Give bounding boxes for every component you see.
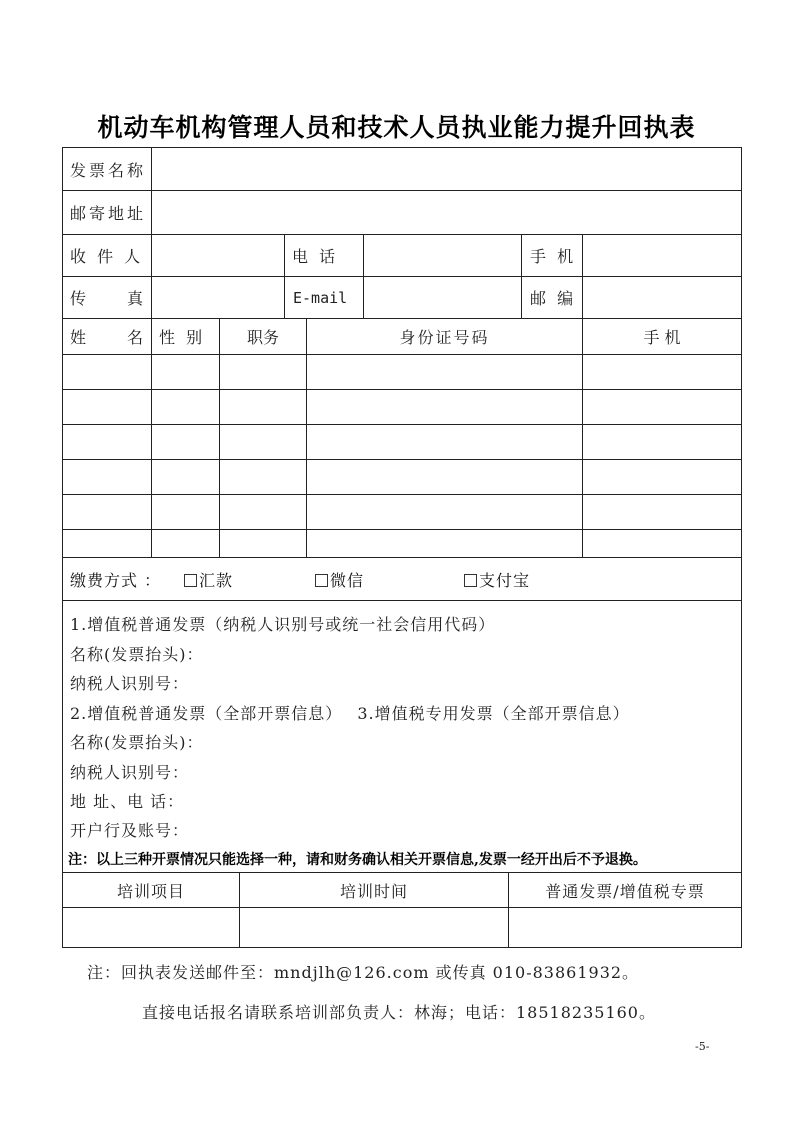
taxpayer-id-field-2[interactable]: 纳税人识别号：	[70, 763, 190, 782]
attendee-mobile-field[interactable]	[582, 494, 742, 530]
recipient-field[interactable]	[151, 234, 285, 277]
attendee-name-field[interactable]	[62, 459, 152, 495]
mobile-label: 手 机	[521, 234, 583, 277]
attendee-gender-field[interactable]	[151, 354, 220, 390]
invoice-title-field-2[interactable]: 名称(发票抬头)：	[70, 733, 204, 752]
training-header-invoice-type: 普通发票/增值税专票	[508, 872, 742, 908]
phone-field[interactable]	[363, 234, 522, 277]
attendee-id-field[interactable]	[306, 529, 583, 558]
payment-option-label: 支付宝	[479, 571, 531, 590]
attendee-header-position: 职务	[219, 318, 307, 355]
bank-account-field[interactable]: 开户行及账号：	[70, 821, 190, 840]
attendee-gender-field[interactable]	[151, 494, 220, 530]
fax-field[interactable]	[151, 276, 285, 319]
attendee-name-field[interactable]	[62, 494, 152, 530]
checkbox-icon[interactable]	[184, 574, 197, 587]
attendee-header-mobile: 手 机	[582, 318, 742, 355]
address-phone-field[interactable]: 地 址、电 话：	[70, 792, 185, 811]
training-time-field[interactable]	[239, 907, 509, 948]
postcode-field[interactable]	[582, 276, 742, 319]
training-invoice-type-field[interactable]	[508, 907, 742, 948]
payment-option-label: 汇款	[199, 571, 234, 590]
invoice-option-2-3: 2.增值税普通发票（全部开票信息） 3.增值税专用发票（全部开票信息）	[70, 704, 630, 723]
attendee-mobile-field[interactable]	[582, 424, 742, 460]
attendee-id-field[interactable]	[306, 389, 583, 425]
page-title: 机动车机构管理人员和技术人员执业能力提升回执表	[97, 113, 696, 142]
attendee-mobile-field[interactable]	[582, 529, 742, 558]
attendee-header-gender: 性 别	[151, 318, 220, 355]
postcode-label: 邮 编	[521, 276, 583, 319]
attendee-position-field[interactable]	[219, 459, 307, 495]
invoice-name-label: 发票名称	[62, 147, 152, 191]
invoice-title-field-1[interactable]: 名称(发票抬头)：	[70, 645, 204, 664]
attendee-position-field[interactable]	[219, 354, 307, 390]
attendee-name-field[interactable]	[62, 354, 152, 390]
phone-label: 电 话	[284, 234, 364, 277]
attendee-mobile-field[interactable]	[582, 389, 742, 425]
attendee-id-field[interactable]	[306, 424, 583, 460]
attendee-mobile-field[interactable]	[582, 459, 742, 495]
attendee-id-field[interactable]	[306, 354, 583, 390]
attendee-name-field[interactable]	[62, 529, 152, 558]
recipient-label: 收 件 人	[62, 234, 152, 277]
page-number: -5-	[695, 1040, 710, 1053]
training-header-time: 培训时间	[239, 872, 509, 908]
fax-label: 传 真	[62, 276, 152, 319]
footer-submit-note: 注：回执表发送邮件至：mndjlh@126.com 或传真 010-83861932。	[87, 963, 640, 982]
payment-option-alipay[interactable]	[464, 568, 530, 591]
attendee-name-field[interactable]	[62, 424, 152, 460]
mailing-address-field[interactable]	[151, 190, 742, 235]
attendee-id-field[interactable]	[306, 494, 583, 530]
taxpayer-id-field-1[interactable]: 纳税人识别号：	[70, 674, 190, 693]
attendee-header-id-number: 身份证号码	[306, 318, 583, 355]
attendee-position-field[interactable]	[219, 389, 307, 425]
attendee-gender-field[interactable]	[151, 459, 220, 495]
payment-option-label: 微信	[330, 571, 365, 590]
invoice-name-field[interactable]	[151, 147, 742, 191]
email-field[interactable]	[363, 276, 522, 319]
attendee-position-field[interactable]	[219, 494, 307, 530]
attendee-header-name: 姓 名	[62, 318, 152, 355]
invoice-option-1: 1.增值税普通发票（纳税人识别号或统一社会信用代码）	[70, 615, 496, 634]
attendee-gender-field[interactable]	[151, 424, 220, 460]
attendee-position-field[interactable]	[219, 424, 307, 460]
attendee-id-field[interactable]	[306, 459, 583, 495]
mobile-field[interactable]	[582, 234, 742, 277]
checkbox-icon[interactable]	[315, 574, 328, 587]
mailing-address-label: 邮寄地址	[62, 190, 152, 235]
checkbox-icon[interactable]	[464, 574, 477, 587]
email-label: E-mail	[284, 276, 364, 319]
payment-option-remittance[interactable]	[184, 568, 233, 591]
footer-contact-note: 直接电话报名请联系培训部负责人：林海；电话：18518235160。	[142, 1003, 656, 1022]
training-header-project: 培训项目	[62, 872, 240, 908]
training-project-field[interactable]	[62, 907, 240, 948]
payment-label: 缴费方式 ：	[70, 571, 162, 590]
invoice-note: 注：以上三种开票情况只能选择一种，请和财务确认相关开票信息,发票一经开出后不予退换。	[68, 852, 647, 868]
attendee-gender-field[interactable]	[151, 389, 220, 425]
payment-option-wechat[interactable]	[315, 568, 364, 591]
payment-section	[62, 557, 742, 601]
attendee-mobile-field[interactable]	[582, 354, 742, 390]
attendee-gender-field[interactable]	[151, 529, 220, 558]
attendee-position-field[interactable]	[219, 529, 307, 558]
attendee-name-field[interactable]	[62, 389, 152, 425]
